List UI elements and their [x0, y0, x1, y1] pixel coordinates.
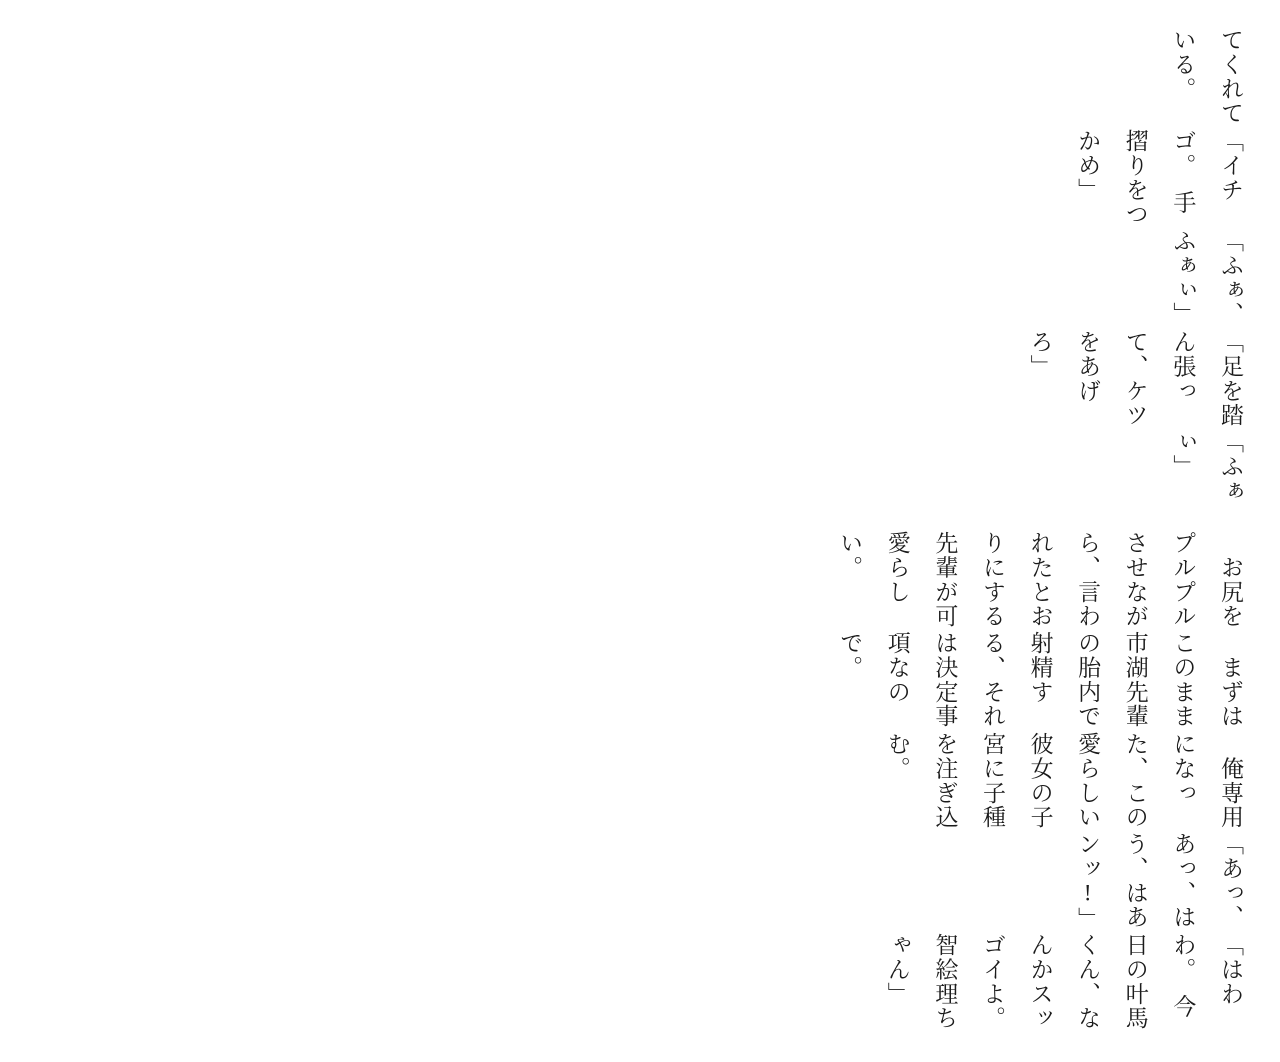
paragraph: 「あっ、あっ、はう、はあンッ!」 — [1075, 832, 1243, 932]
paragraph: 「足を踏ん張って、ケツをあげろ」 — [1027, 329, 1243, 427]
vertical-text-block — [826, 28, 1254, 1043]
paragraph: 俺専用になった、この愛らしい彼女の子宮に子種を注ぎ込む。 — [884, 731, 1243, 829]
paragraph: 「ふぁぃ」 — [1170, 430, 1243, 503]
paragraph: 「イチゴ。 手摺りをつかめ」 — [1075, 128, 1243, 226]
paragraph: まずはこのまま市湖先輩の胎内で射精する、それは決定事項なので。 — [837, 631, 1243, 729]
paragraph: 「はわわ。 今日の叶馬くん、なんかスッゴイよ。 智絵理ちゃん」 — [884, 932, 1243, 1043]
paragraph: 「ふぁ、ふぁぃ」 — [1170, 229, 1243, 327]
paragraph: お尻をプルプルさせながら、言われたとおりにする先輩が可愛らしい。 — [837, 530, 1243, 628]
paragraph: てくれている。 — [1170, 28, 1243, 126]
